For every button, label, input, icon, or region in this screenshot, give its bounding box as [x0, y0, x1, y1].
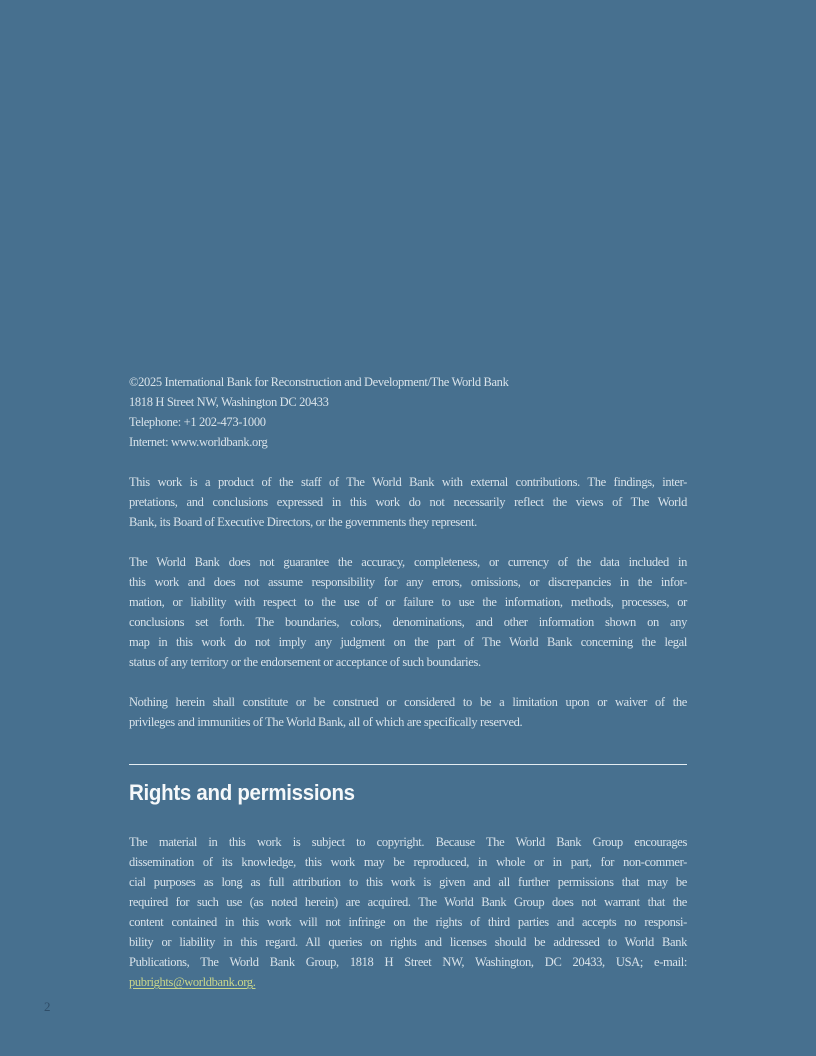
section-heading-rights-and-permissions: Rights and permissions	[129, 780, 355, 805]
text-line: status of any territory or the endorsement or acceptance of such boundaries.	[129, 655, 481, 669]
text-line: Bank, its Board of Executive Directors, or the governments they represent.	[129, 515, 477, 529]
paragraph-product-disclaimer	[129, 472, 687, 532]
text-line: This work is a product of the staff of The World Bank with external contributions. The findings, inter-	[129, 475, 687, 489]
paragraph-accuracy-disclaimer	[129, 552, 687, 672]
page-number: 2	[44, 999, 51, 1014]
text-line: ©2025 International Bank for Reconstruction and Development/The World Bank	[129, 375, 509, 389]
text-line: map in this work do not imply any judgment on the part of The World Bank concerning the legal	[129, 635, 687, 649]
email-line	[129, 972, 687, 992]
text-line: Telephone: +1 202-473-1000	[129, 415, 266, 429]
text-line: content contained in this work will not infringe on the rights of third parties and accepts no responsi-	[129, 915, 687, 929]
text-line: conclusions set forth. The boundaries, colors, denominations, and other information shown on any	[129, 615, 687, 629]
text-line: The material in this work is subject to copyright. Because The World Bank Group encourages	[129, 835, 687, 849]
text-line: required for such use (as noted herein) are acquired. The World Bank Group does not warrant that the	[129, 895, 687, 909]
text-line: Internet: www.worldbank.org	[129, 435, 268, 449]
text-line: this work and does not assume responsibility for any errors, omissions, or discrepancies in the infor-	[129, 575, 687, 589]
copyright-address-block	[129, 372, 687, 452]
text-line: dissemination of its knowledge, this work may be reproduced, in whole or in part, for non-commer-	[129, 855, 687, 869]
text-line: 1818 H Street NW, Washington DC 20433	[129, 395, 329, 409]
text-line: mation, or liability with respect to the use of or failure to use the information, methods, processes, or	[129, 595, 687, 609]
text-line: Publications, The World Bank Group, 1818 H Street NW, Washington, DC 20433, USA; e-mail:	[129, 955, 687, 969]
email-link[interactable]: pubrights@worldbank.org.	[129, 975, 256, 989]
text-line: pretations, and conclusions expressed in this work do not necessarily reflect the views of The World	[129, 495, 687, 509]
text-line: privileges and immunities of The World Bank, all of which are specifically reserved.	[129, 715, 523, 729]
section-divider-rule	[129, 764, 687, 765]
paragraph-privileges-notice	[129, 692, 687, 732]
text-line: The World Bank does not guarantee the accuracy, completeness, or currency of the data included in	[129, 555, 687, 569]
copyright-page-content	[129, 372, 687, 992]
text-line: Nothing herein shall constitute or be construed or considered to be a limitation upon or waiver of the	[129, 695, 687, 709]
text-line: cial purposes as long as full attribution to this work is given and all further permissions that may be	[129, 875, 687, 889]
paragraph-rights-and-permissions	[129, 832, 687, 972]
text-line: bility or liability in this regard. All queries on rights and licenses should be addressed to World Bank	[129, 935, 687, 949]
